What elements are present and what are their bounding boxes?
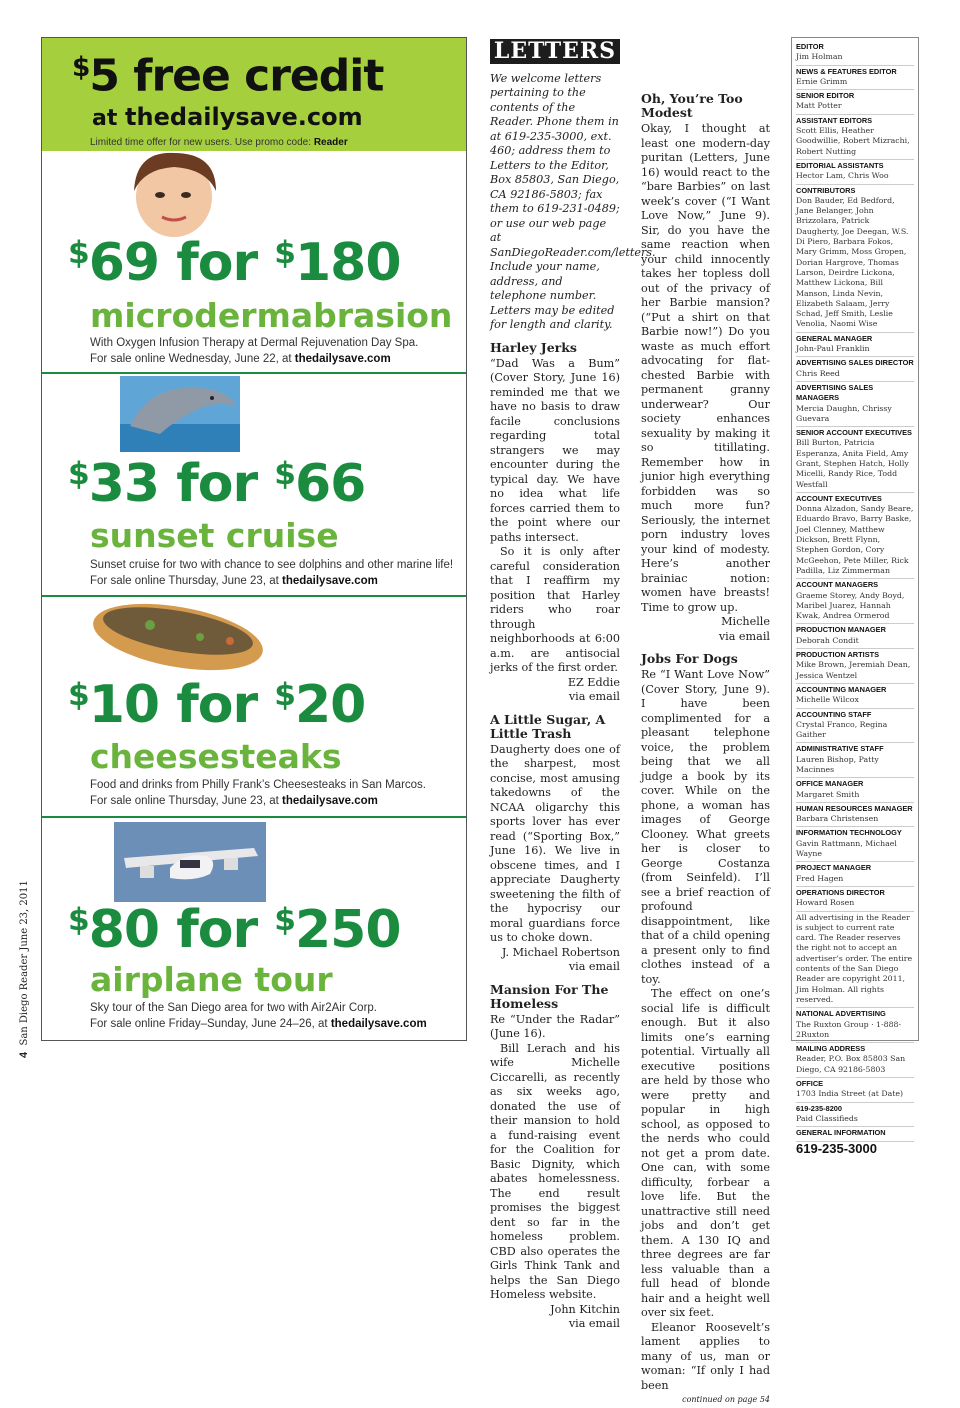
letter-body: Eleanor Roosevelt’s lament applies to many of us, man or woman: “If only I had been [641,1320,770,1392]
letters-intro: We welcome letters pertaining to the contents of the Reader. Phone them in at 619-235-3000, ext. 460; address them to Letters to the Editor, Box 85803, San Diego, CA 92186-5803; fax them to 619-231-0489; or use our web page at SanDiegoReader.com/letters. Include your name, address, and telephone number. Letters may be edited for length and clarity. [490,71,656,331]
masthead-role: GENERAL MANAGER [796,333,873,343]
deal-description: Sky tour of the San Diego area for two with Air2Air Corp. For sale online Friday–Sunday, June 24–26, at thedailysave.com [90,1002,427,1030]
deal-site: thedailysave.com [330,1018,427,1030]
masthead-role: SENIOR ACCOUNT EXECUTIVES [796,428,912,438]
deal-value: 180 [295,233,401,293]
masthead-section [796,862,914,887]
deal-price: 33 [88,454,160,514]
masthead-role: SENIOR EDITOR [796,91,855,101]
masthead-section [796,827,914,862]
letter-signature: J. Michael Robertson [501,945,620,959]
masthead-section [796,66,914,91]
masthead-section [796,41,914,66]
deal-airplane-tour: $80 for $250 airplane tour Sky tour of the San Diego area for two with Air2Air Corp. For sale online Friday–Sunday, June 24–26, at thedailysave.com [42,818,466,1041]
masthead-role: HUMAN RESOURCES MANAGER [796,803,913,813]
masthead-role: ACCOUNT EXECUTIVES [796,493,882,503]
dolphin-image [120,376,240,452]
masthead-role: INFORMATION TECHNOLOGY [796,828,902,838]
masthead-section [796,185,914,333]
masthead-role: NATIONAL ADVERTISING [796,1009,886,1019]
masthead-names: Barbara Christensen [796,814,879,824]
letter-title: A Little Sugar, A Little Trash [490,711,606,741]
dailysave-advertisement [41,37,467,1041]
letter-body: Bill Lerach and his wife Michelle Ciccarelli, as recently as six weeks ago, donated the use of their mansion to hold a fund-raising event for the Coalition for Basic Dignity, which abates homelessness. The end result promises the biggest dent so far in the homeless problem. CBD also operates the Girls Think Tank and helps the San Diego Homeless website. [490,1041,620,1301]
letter-signature: EZ Eddie [567,675,620,689]
masthead-names: Paid Classifieds [796,1113,858,1123]
masthead-names: Donna Alzadon, Sandy Beare, Eduardo Bravo, Barry Baske, Joel Clenney, Matthew Dickson, Brett Flynn, Stephen Gordon, Cory McGeehon, Pete Miller, Rick Padilla, Liz Zimmerman [796,504,914,575]
deal-item: airplane tour [90,960,333,999]
masthead-section [796,115,914,160]
masthead-role: ADVERTISING SALES MANAGERS [796,382,874,403]
letters-title: LETTERS [490,39,620,64]
letter-via: via email [568,1317,620,1330]
masthead-section [796,160,914,185]
masthead-names: Howard Rosen [796,898,855,908]
masthead-section [796,649,914,684]
masthead-role: OFFICE MANAGER [796,779,864,789]
page-number: 4 [18,1051,30,1058]
ad-site: thedailysave.com [125,102,363,131]
masthead-section [796,624,914,649]
letters-column-2 [641,80,770,1404]
deal-sunset-cruise: $33 for $66 sunset cruise Sunset cruise for two with chance to see dolphins and other marine life! For sale online Thursday, June 23, at thedailysave.com [42,374,466,597]
deal-description: Food and drinks from Philly Frank’s Cheesesteaks in San Marcos. For sale online Thursday, June 23, at thedailysave.com [90,779,426,807]
masthead-role: PRODUCTION ARTISTS [796,650,880,660]
masthead-names: Mike Brown, Jeremiah Dean, Jessica Wentzel [796,660,911,680]
letter-body: Daugherty does one of the sharpest, most concise, most amusing takedowns of the NCAA oligarchy this sports lover has ever read (“Sporting Box,” June 16). We live in obscene times, and I appreciate Daugherty sweetening the filth of the hypocrisy our moral guardians force us to choke down. [490,742,620,944]
deal-item: sunset cruise [90,516,339,555]
letter-via: via email [568,960,620,973]
masthead-names: Scott Ellis, Heather Goodwillie, Robert Mizrachi, Robert Nutting [796,126,910,156]
letter-signature: Michelle [721,615,770,628]
masthead-section [796,684,914,709]
letter-body: “Dad Was a Bum” (Cover Story, June 16) reminded me that we have no basis to draw facile conclusions regarding total strangers we may encounter during the typical day. We have no idea what life forces carried them to the point where our paths intersect. [490,356,620,544]
masthead-role: PROJECT MANAGER [796,863,872,873]
deal-price: 10 [88,675,160,735]
letter-body: Okay, I thought at least one modern-day puritan (Letters, June 16) would react to the “bare Barbies” on last week’s cover (“I Want Love Now,” June 9). Sir, do you have the same reaction when your child innocently takes her topless doll out of the privacy of her Barbie mansion? (“Put a shirt on that Barbie now!”) Do you waste as much effort advocating for flat-chested Barbie with permanent granny underwear? Our society enhances sexuality by making it so titillating. Remember how in junior high everything forbidden was so much more fun? Seriously, the internet porn industry loves your kind of modesty. Here’s another brainiac notion: women have breasts! Time to grow up. [641,122,770,614]
masthead-role: 619-235-8200 [796,1103,843,1113]
masthead-role: ACCOUNTING STAFF [796,709,872,719]
masthead-names: Mercia Daughn, Chrissy Guevara [796,403,892,423]
masthead-role: GENERAL INFORMATION [796,1128,886,1138]
deal-value: 66 [295,454,366,514]
letter-via: via email [718,629,770,643]
masthead-role: EDITOR [796,42,824,51]
masthead-names: Lauren Bishop, Patty Macinnes [796,754,879,774]
ad-promo: Limited time offer for new users. Use promo code: Reader [90,136,348,148]
masthead-names: John-Paul Franklin [796,344,870,354]
masthead-section [796,743,914,778]
ad-headline: $5 free credit [72,50,384,102]
deal-price: 80 [88,900,160,960]
masthead-names: Fred Hagen [796,873,844,883]
masthead-section [796,709,914,744]
masthead-names: Don Bauder, Ed Bedford, Jane Belanger, John Brizzolara, Patrick Daugherty, Joe Deegan, W.S. Di Piero, Barbara Fokos, Mary Grimm, Moss Gropen, Dorian Hargrove, Thomas Larson, Deirdre Lickona, Matthew Lickona, Bill Manson, Linda Nevin, Elizabeth Salaam, Jerry Schad, Jeff Smith, Leslie Venolia, Naomi Wise [796,195,909,329]
continued-note: continued on page 54 [682,1395,770,1404]
deal-value: 250 [295,900,401,960]
masthead-role: ACCOUNT MANAGERS [796,580,879,590]
letter-body: Re “I Want Love Now” (Cover Story, June 9). I have been complimented for a pleasant telephone voice, the problem being that we all judge a book by its cover. While on the phone, a woman has images of George Clooney. What greets her is closer to George Costanza (from Seinfeld). I’ll see a brief reaction of profound disappointment, like that of a child opening a present only to find clothes instead of a toy. [641,668,770,986]
masthead-names: Gavin Rattmann, Michael Wayne [796,838,897,859]
masthead-role: ADVERTISING SALES DIRECTOR [796,358,914,368]
deal-item: cheesesteaks [90,737,342,776]
masthead-section [796,1103,914,1128]
masthead [791,37,919,1156]
deal-cheesesteaks: $10 for $20 cheesesteaks Food and drinks from Philly Frank’s Cheesesteaks in San Marcos. For sale online Thursday, June 23, at thedailysave.com [42,597,466,818]
deal-value: 20 [295,675,366,735]
letter-title: Oh, You’re Too Modest [641,91,743,120]
letter-title: Jobs For Dogs [641,651,738,666]
masthead-section [796,912,914,1009]
masthead-names: The Ruxton Group · 1-888-2Ruxton [796,1019,902,1039]
deal-description: With Oxygen Infusion Therapy at Dermal Rejuvenation Day Spa. For sale online Wednesday, June 22, at thedailysave.com [90,337,419,365]
masthead-names: Bill Burton, Patricia Esperanza, Anita Field, Amy Grant, Stephen Hatch, Holly Micelli, Randy Rice, Todd Westfall [796,438,909,489]
page-spine [14,880,34,1060]
masthead-role: NEWS & FEATURES EDITOR [796,66,897,76]
masthead-section [796,493,914,579]
ad-header [42,38,466,151]
letter-body: The effect on one’s social life is difficult enough. But it also limits one’s earning potential. Virtually all executive positions are held by those who were pretty and popular in high school, as opposed to the nerds who could not get a prom date. One can, with some difficulty, forbear a love life. But the unattractive still need jobs and don’t get them. A 130 IQ and three degrees are far less valuable than a full head of blonde hair and a height well over six feet. [641,987,770,1319]
masthead-section [796,579,914,624]
masthead-role: OFFICE [796,1079,824,1089]
masthead-section [796,1127,914,1141]
masthead-section [796,1008,914,1043]
deal-microdermabrasion: $69 for $180 microdermabrasion With Oxygen Infusion Therapy at Dermal Rejuvenation Day Spa. For sale online Wednesday, June 22, at thedailysave.com [42,151,466,374]
promo-code: Reader [313,136,348,148]
letter-body: Re “Under the Radar” (June 16). [490,1012,620,1040]
masthead-role: ACCOUNTING MANAGER [796,684,887,694]
masthead-section [796,333,914,358]
deal-site: thedailysave.com [294,353,391,365]
masthead-names: Matt Potter [796,101,842,111]
masthead-names: Reader, P.O. Box 85803 San Diego, CA 92186-5803 [796,1054,906,1074]
masthead-names: Hector Lam, Chris Woo [796,171,889,181]
masthead-role: OPERATIONS DIRECTOR [796,887,885,897]
letter-signature: John Kitchin [550,1302,620,1316]
masthead-names: Margaret Smith [796,789,860,799]
masthead-section [796,357,914,382]
masthead-role: PRODUCTION MANAGER [796,625,886,635]
letter-title: Harley Jerks [490,339,577,355]
masthead-names: Jim Holman [796,52,843,62]
masthead-names: Graeme Storey, Andy Boyd, Maribel Juarez, Hannah Kwak, Andrea Ormerod [796,590,905,621]
masthead-role: CONTRIBUTORS [796,185,856,195]
letter-title: Mansion For The Homeless [490,981,609,1011]
masthead-names: Crystal Franco, Regina Gaither [796,719,888,740]
masthead-phone: 619-235-3000 [796,1140,877,1156]
masthead-section [796,90,914,115]
masthead-section [796,778,914,803]
masthead-names: Ernie Grimm [796,76,848,86]
deal-site: thedailysave.com [282,795,378,807]
masthead-section [796,1078,914,1103]
masthead-section [796,427,914,493]
masthead-names: Michelle Wilcox [796,695,859,705]
masthead-names: 1703 India Street (at Date) [796,1089,904,1099]
deal-site: thedailysave.com [282,575,378,587]
woman-face-image [116,151,228,235]
masthead-section [796,382,914,427]
deal-price: 69 [88,233,160,293]
masthead-role: ASSISTANT EDITORS [796,115,873,125]
masthead-section [796,1043,914,1078]
masthead-role: ADMINISTRATIVE STAFF [796,744,884,754]
masthead-section [796,887,914,912]
masthead-role: MAILING ADDRESS [796,1044,866,1054]
letters-column-1 [490,38,656,1330]
masthead-role: EDITORIAL ASSISTANTS [796,160,884,170]
deal-item: microdermabrasion [90,296,453,335]
masthead-names: Deborah Condit [796,635,859,645]
masthead-section [796,803,914,828]
letter-body: So it is only after careful consideration that I reaffirm my position that Harley riders who roar through neighborhoods at 6:00 a.m. are antisocial jerks of the first order. [490,545,620,674]
airplane-image [114,822,266,902]
masthead-names: All advertising in the Reader is subject to current rate card. The Reader reserves the right not to accept an advertiser’s order. The entire contents of the San Diego Reader are copyright 2011, Jim Holman. All rights reserved. [796,912,913,1004]
letter-via: via email [568,690,620,703]
ad-site-line: at thedailysave.com [92,102,363,131]
cheesesteak-image [90,597,268,675]
masthead-names: Chris Reed [796,368,840,378]
deal-description: Sunset cruise for two with chance to see dolphins and other marine life! For sale online Thursday, June 23, at thedailysave.com [90,559,454,587]
publication-line: San Diego Reader June 23, 2011 [19,880,30,1046]
